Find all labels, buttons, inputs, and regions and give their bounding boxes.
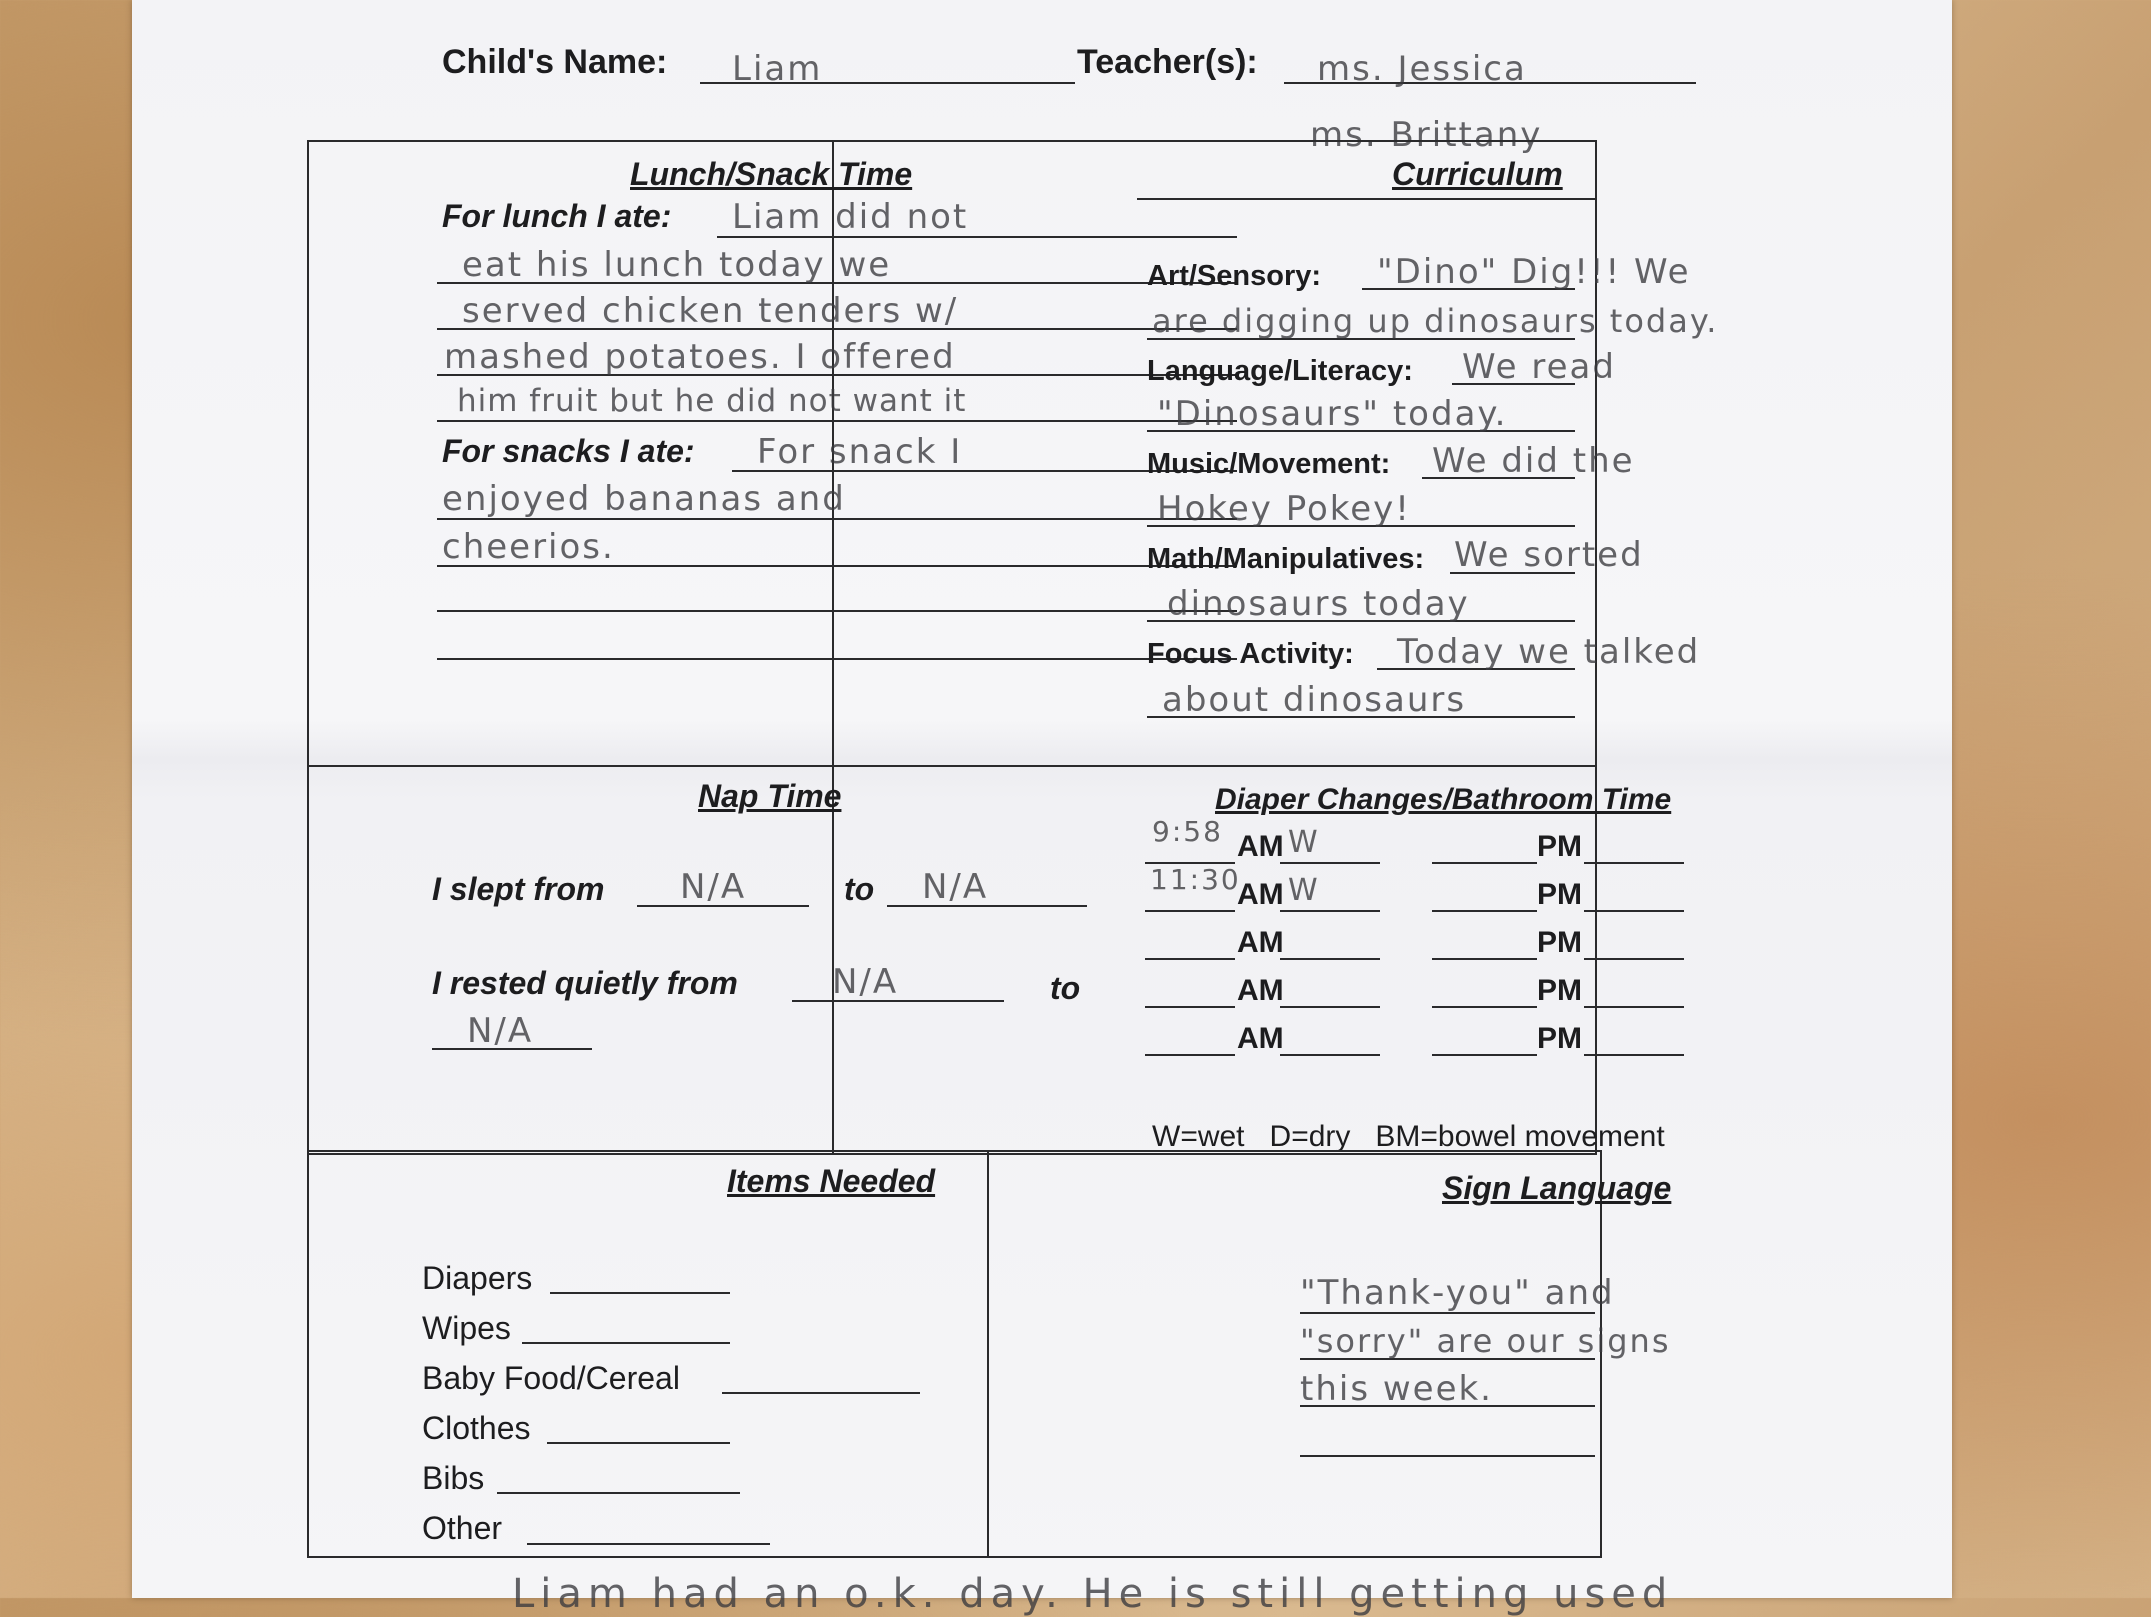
lunch-label: For lunch I ate: (442, 198, 672, 234)
teacher-2-value: ms. Brittany (1310, 115, 1543, 155)
diaper-title: Diaper Changes/Bathroom Time (1215, 783, 1672, 816)
sign-text-2: this week. (1300, 1369, 1493, 1409)
pm-label-0: PM (1537, 830, 1582, 863)
rested-from-value: N/A (832, 962, 899, 1002)
lunch-title: Lunch/Snack Time (630, 156, 913, 192)
pm-line-4 (1432, 1054, 1537, 1056)
language-text-1: "Dinosaurs" today. (1157, 394, 1508, 434)
pm-label-3: PM (1537, 974, 1582, 1007)
math-label: Math/Manipulatives: (1147, 543, 1425, 575)
am-label-2: AM (1237, 926, 1284, 959)
teacher-1-value: ms. Jessica (1317, 49, 1527, 89)
item-baby-food: Baby Food/Cereal (422, 1360, 680, 1396)
pm-tail-1 (1584, 910, 1684, 912)
sign-text-0: "Thank-you" and (1300, 1273, 1615, 1313)
am-label-0: AM (1237, 830, 1284, 863)
slept-label: I slept from (432, 871, 605, 907)
pm-tail-4 (1584, 1054, 1684, 1056)
slept-from-value: N/A (680, 867, 747, 907)
music-text-1: Hokey Pokey! (1157, 489, 1411, 529)
diaper-time-1: 11:30 (1150, 863, 1241, 896)
rested-from-line (792, 1000, 1004, 1002)
am-tail-0 (1280, 862, 1380, 864)
snack-line-3 (437, 610, 1237, 612)
am-tail-1 (1280, 910, 1380, 912)
rested-to-label: to (1050, 970, 1081, 1006)
focus-text-0: Today we talked (1397, 632, 1701, 672)
item-clothes: Clothes (422, 1410, 531, 1446)
language-text-0: We read (1462, 347, 1616, 387)
item-diapers: Diapers (422, 1260, 533, 1296)
art-text-1: are digging up dinosaurs today. (1152, 302, 1719, 340)
snack-text-0: For snack I (757, 432, 963, 472)
diaper-code-1: W (1288, 873, 1320, 908)
am-line-2 (1145, 958, 1235, 960)
item-baby-food-line (722, 1392, 920, 1394)
music-label: Music/Movement: (1147, 448, 1391, 480)
mid-divider (307, 765, 1597, 767)
art-text-0: "Dino" Dig!!! We (1377, 252, 1691, 292)
pm-tail-0 (1584, 862, 1684, 864)
slept-to-label: to (844, 871, 875, 907)
art-label: Art/Sensory: (1147, 260, 1322, 292)
snack-text-2: cheerios. (442, 527, 615, 567)
sign-title: Sign Language (1442, 1170, 1672, 1206)
item-diapers-line (550, 1292, 730, 1294)
am-tail-3 (1280, 1006, 1380, 1008)
sign-line-3 (1300, 1455, 1595, 1457)
footer-note: Liam had an o.k. day. He is still getting used (512, 1571, 1674, 1617)
language-label: Language/Literacy: (1147, 355, 1413, 387)
item-wipes: Wipes (422, 1310, 511, 1346)
diaper-code-0: W (1288, 825, 1320, 860)
item-bibs: Bibs (422, 1460, 485, 1496)
slept-to-value: N/A (922, 867, 989, 907)
sign-text-1: "sorry" are our signs (1300, 1322, 1671, 1360)
curriculum-title: Curriculum (1392, 156, 1563, 192)
pm-tail-2 (1584, 958, 1684, 960)
am-label-1: AM (1237, 878, 1284, 911)
curriculum-rule (1137, 198, 1597, 200)
item-bibs-line (497, 1492, 740, 1494)
am-tail-2 (1280, 958, 1380, 960)
snack-text-1: enjoyed bananas and (442, 479, 846, 519)
diaper-legend: W=wet D=dry BM=bowel movement (1152, 1120, 1665, 1153)
child-name-value: Liam (732, 49, 823, 89)
pm-tail-3 (1584, 1006, 1684, 1008)
focus-text-1: about dinosaurs (1162, 680, 1467, 720)
am-line-4 (1145, 1054, 1235, 1056)
lunch-text-2: served chicken tenders w/ (462, 291, 959, 331)
child-name-label: Child's Name: (442, 43, 668, 81)
math-text-0: We sorted (1454, 535, 1644, 575)
pm-line-0 (1432, 862, 1537, 864)
pm-label-1: PM (1537, 878, 1582, 911)
am-line-3 (1145, 1006, 1235, 1008)
snack-line-4 (437, 658, 1237, 660)
music-text-0: We did the (1432, 441, 1635, 481)
bottom-divider (987, 1150, 989, 1558)
item-other: Other (422, 1510, 503, 1546)
pm-label-4: PM (1537, 1022, 1582, 1055)
am-line-1 (1145, 910, 1235, 912)
pm-line-1 (1432, 910, 1537, 912)
math-text-1: dinosaurs today (1167, 584, 1470, 624)
item-clothes-line (547, 1442, 730, 1444)
lunch-text-3: mashed potatoes. I offered (444, 337, 956, 377)
diaper-time-0: 9:58 (1152, 815, 1223, 848)
focus-label: Focus Activity: (1147, 638, 1354, 670)
am-label-4: AM (1237, 1022, 1284, 1055)
pm-line-2 (1432, 958, 1537, 960)
rested-to-value: N/A (467, 1011, 534, 1051)
item-other-line (527, 1543, 770, 1545)
pm-line-3 (1432, 1006, 1537, 1008)
lunch-line-4 (437, 420, 1237, 422)
teacher-label: Teacher(s): (1077, 43, 1258, 81)
lunch-text-1: eat his lunch today we (462, 245, 892, 285)
snack-label: For snacks I ate: (442, 433, 695, 469)
daily-report-sheet (132, 0, 1952, 1617)
nap-title: Nap Time (698, 778, 842, 814)
item-wipes-line (522, 1342, 730, 1344)
rested-label: I rested quietly from (432, 965, 738, 1001)
items-title: Items Needed (727, 1163, 936, 1199)
lunch-text-4: him fruit but he did not want it (457, 383, 967, 419)
pm-label-2: PM (1537, 926, 1582, 959)
lunch-text-0: Liam did not (732, 197, 969, 237)
am-label-3: AM (1237, 974, 1284, 1007)
am-tail-4 (1280, 1054, 1380, 1056)
